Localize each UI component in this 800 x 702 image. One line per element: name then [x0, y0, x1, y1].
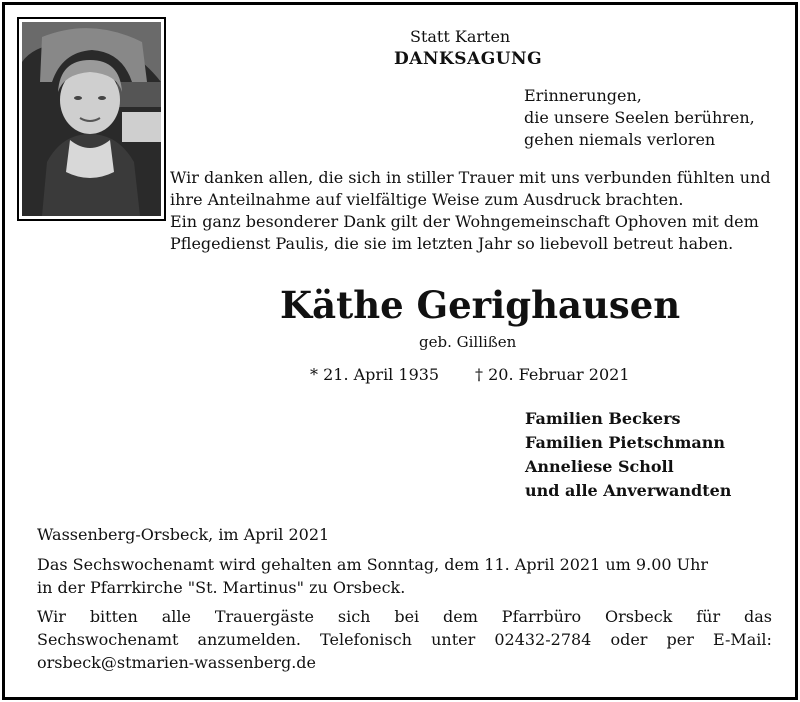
- word: Wir: [37, 607, 66, 626]
- family-entry: Familien Pietschmann: [525, 433, 726, 452]
- poem-line: die unsere Seelen berühren,: [524, 108, 755, 127]
- word: für: [696, 607, 721, 626]
- page-title: DANKSAGUNG: [394, 49, 543, 69]
- word: E-Mail:: [713, 630, 772, 649]
- email-address: orsbeck@stmarien-wassenberg.de: [37, 653, 316, 672]
- birth-date: * 21. April 1935: [310, 365, 440, 384]
- death-date: † 20. Februar 2021: [475, 365, 630, 384]
- word: dem: [443, 607, 478, 626]
- word: bei: [394, 607, 420, 626]
- place-date: Wassenberg-Orsbeck, im April 2021: [37, 525, 330, 544]
- word: das: [744, 607, 772, 626]
- service-line: Das Sechswochenamt wird gehalten am Sonntag, dem 11. April 2021 um 9.00 Uhr: [37, 555, 709, 574]
- word: Telefonisch: [320, 630, 412, 649]
- thanks-line: Ein ganz besonderer Dank gilt der Wohngemeinschaft Ophoven mit dem: [170, 212, 759, 231]
- word: sich: [337, 607, 371, 626]
- portrait-photo: [17, 17, 166, 221]
- poem-line: gehen niemals verloren: [524, 130, 716, 149]
- thanks-line: Pflegedienst Paulis, die sie im letzten Jahr so liebevoll betreut haben.: [170, 234, 734, 253]
- word: Orsbeck: [605, 607, 673, 626]
- thanks-line: Wir danken allen, die sich in stiller Trauer mit uns verbunden fühlten und: [170, 168, 771, 187]
- family-entry: Familien Beckers: [525, 409, 681, 428]
- service-notice: [37, 553, 772, 599]
- phone-number: 02432-2784: [494, 630, 592, 649]
- poem-line: Erinnerungen,: [524, 86, 642, 105]
- word: anzumelden.: [197, 630, 301, 649]
- word: Sechswochenamt: [37, 630, 179, 649]
- word: alle: [161, 607, 191, 626]
- obituary-card: [2, 2, 798, 700]
- word: bitten: [89, 607, 138, 626]
- service-line: in der Pfarrkirche "St. Martinus" zu Orsbeck.: [37, 578, 406, 597]
- maiden-name: geb. Gillißen: [419, 333, 517, 351]
- thanks-paragraph: [170, 167, 790, 255]
- word: Trauergäste: [214, 607, 314, 626]
- word: per: [666, 630, 694, 649]
- request-line-1: [37, 605, 772, 628]
- thanks-line: ihre Anteilnahme auf vielfältige Weise zum Ausdruck brachten.: [170, 190, 684, 209]
- deceased-name: Käthe Gerighausen: [280, 283, 681, 327]
- family-entry: und alle Anverwandten: [525, 481, 732, 500]
- request-notice: [37, 605, 772, 674]
- families-list: [525, 407, 731, 503]
- kicker-text: Statt Karten: [410, 27, 511, 46]
- portrait-image: [22, 22, 161, 216]
- family-entry: Anneliese Scholl: [525, 457, 674, 476]
- request-line-2: [37, 628, 772, 651]
- word: Pfarrbüro: [501, 607, 582, 626]
- word: oder: [610, 630, 648, 649]
- word: unter: [431, 630, 476, 649]
- poem: [524, 85, 755, 151]
